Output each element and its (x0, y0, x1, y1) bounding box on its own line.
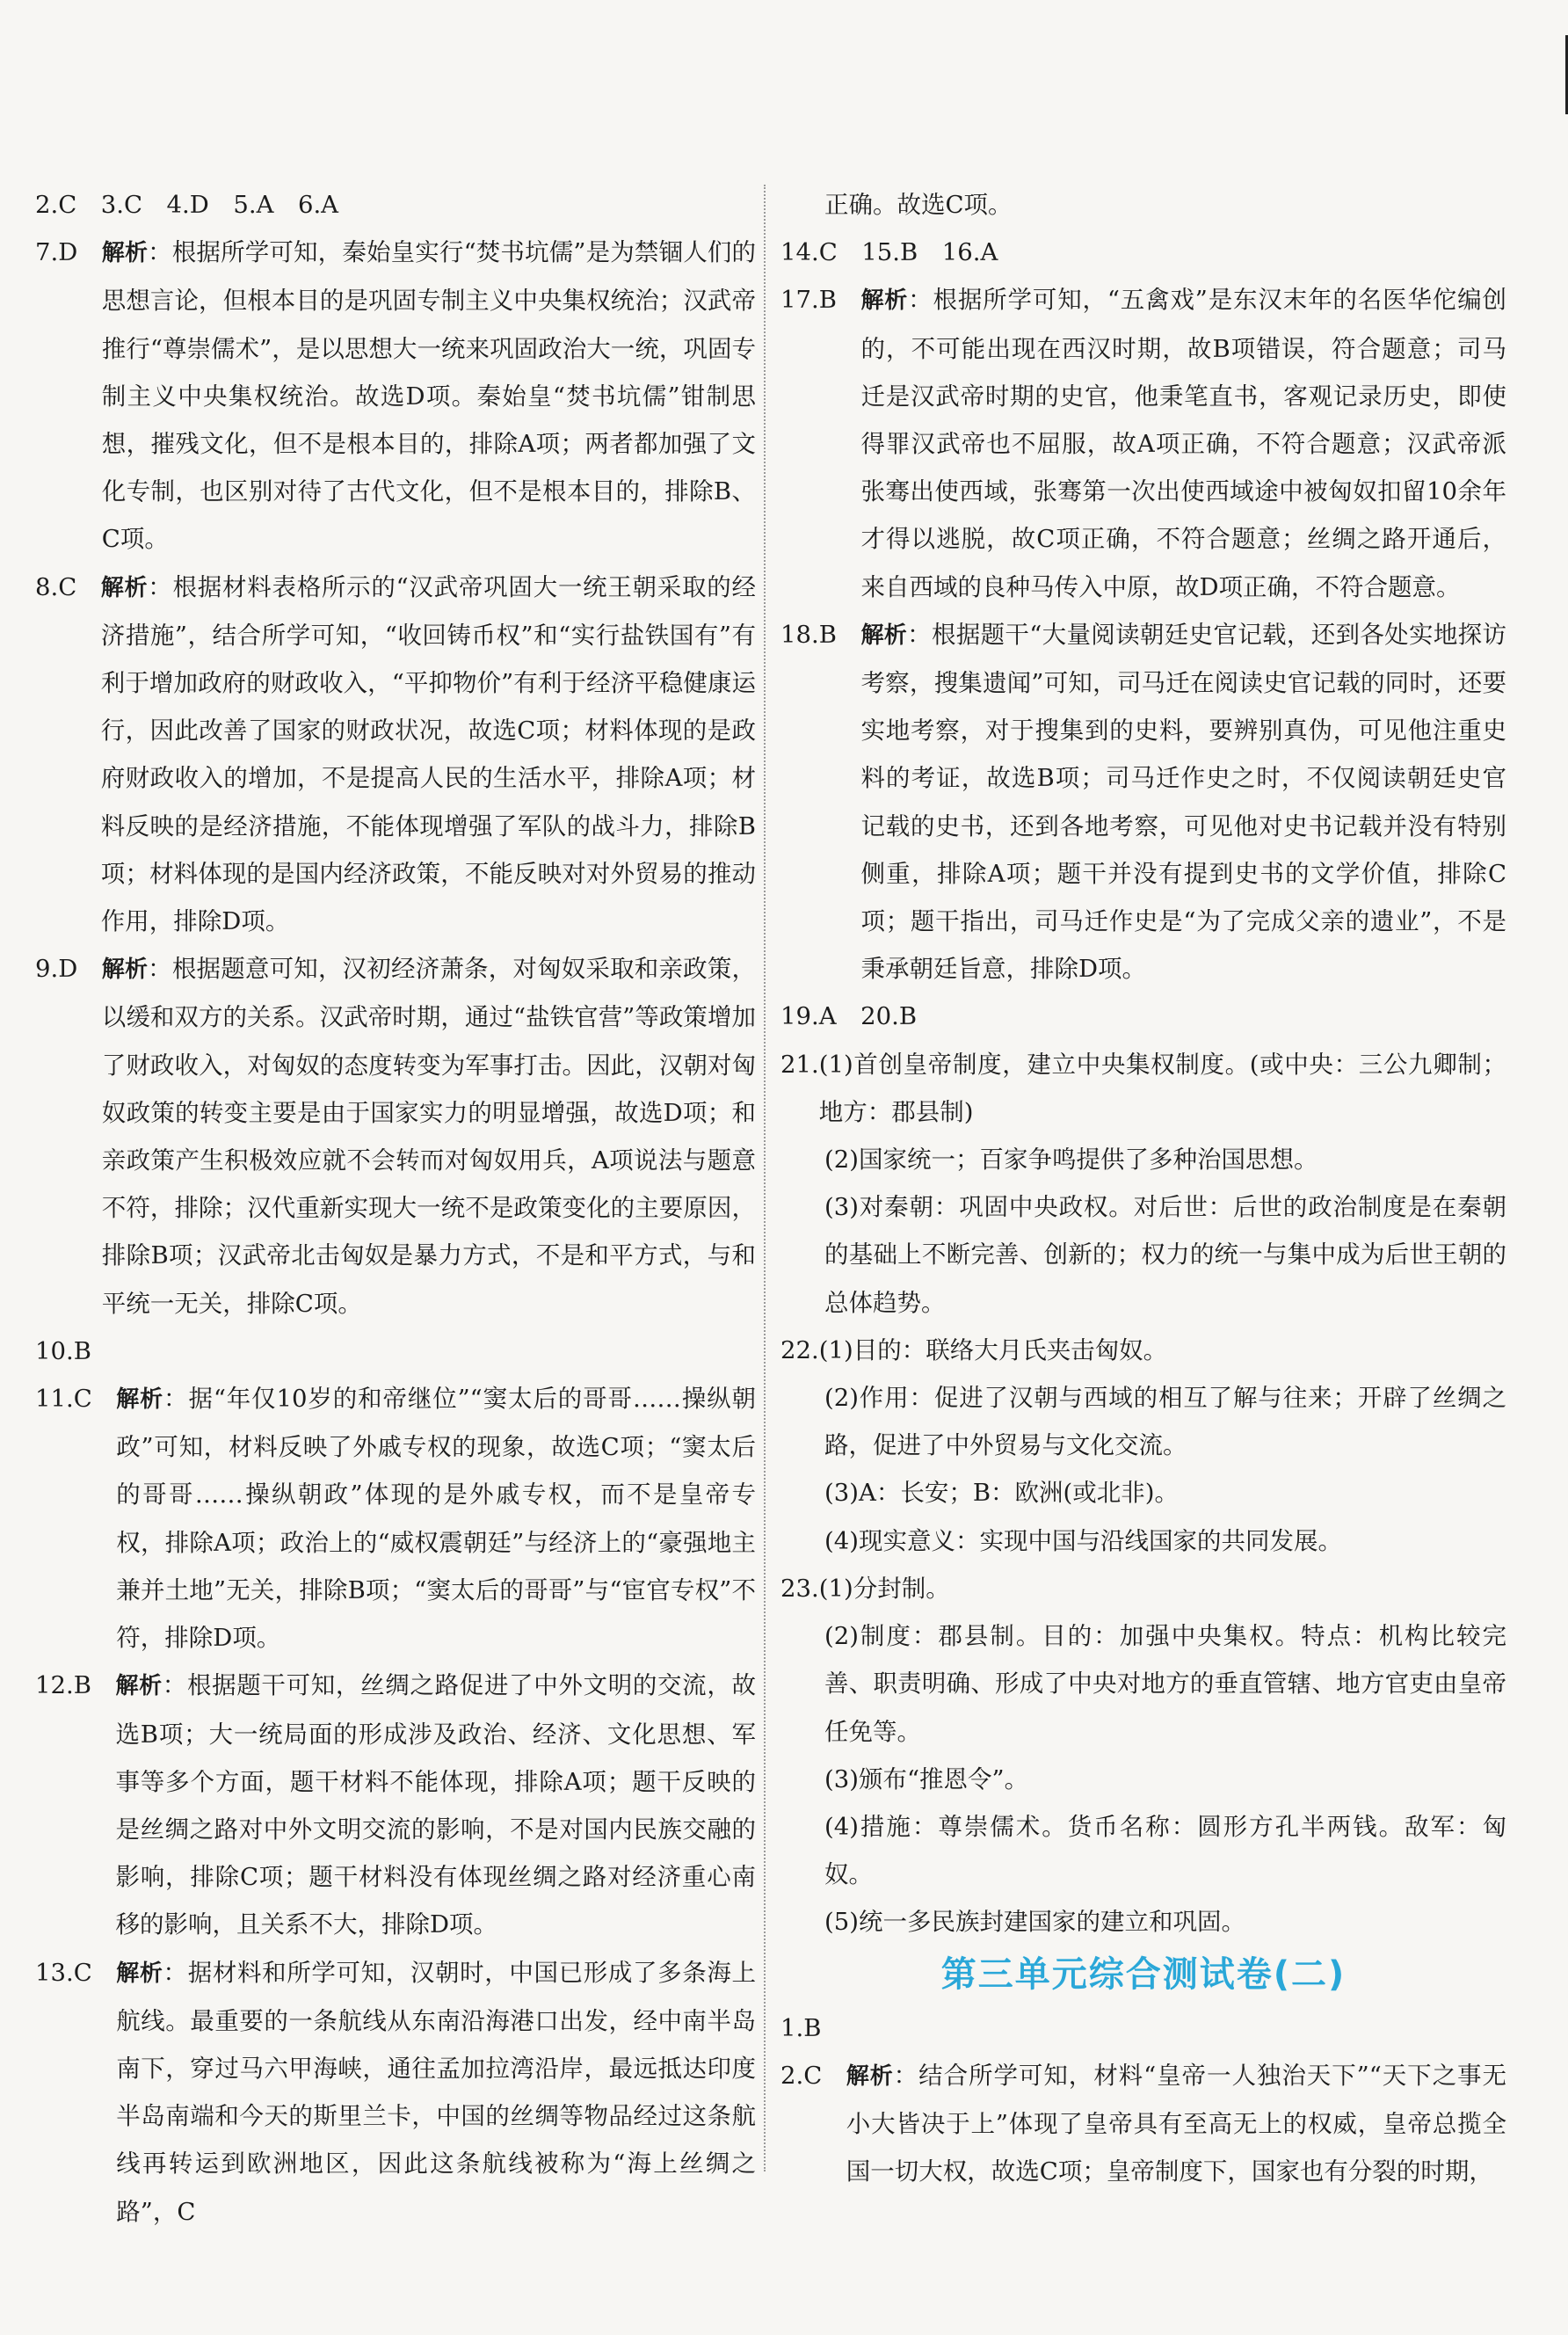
answer-13-continued: 正确。故选C项。 (824, 191, 1013, 219)
answer-22-part-4: (4)现实意义：实现中国与沿线国家的共同发展。 (824, 1526, 1342, 1555)
answer-18: 18.B 解析：根据题干“大量阅读朝廷史官记载，还到各处实地探访考察，搜集遗闻”可知，司马迁在阅读史官记载的同时，还要实地考察，对于搜集到的史料，要辨别真伪，可见他注重史料的考证，故选B项；司马迁作史之时，不仅阅读朝廷史官记载的史书，还到各地考察，可见他对史书记载并没有特别侧重，排除A项；题干并没有提到史书的文学价值，排除C项；题干指出，司马迁作史是“为了完成父亲的遗业”，不是秉承朝廷旨意，排除D项。 (780, 611, 1506, 993)
answer-23-part-5: (5)统一多民族封建国家的建立和巩固。 (824, 1908, 1245, 1937)
answer-12: 12.B 解析：根据题干可知，丝绸之路促进了中外文明的交流，故选B项；大一统局面的形成涉及政治、经济、文化思想、军事等多个方面，题干材料不能体现，排除A项；题干反映的是丝绸之路对中外文明交流的影响，不是对国内民族交融的影响，排除C项；题干材料没有体现丝绸之路对经济重心南移的影响，且关系不大，排除D项。 (35, 1662, 756, 1948)
answer-8: 8.C 解析：根据材料表格所示的“汉武帝巩固大一统王朝采取的经济措施”，结合所学可知，“收回铸币权”和“实行盐铁国有”有利于增加政府的财政收入，“平抑物价”有利于经济平稳健康运行，因此改善了国家的财政状况，故选C项；材料体现的是政府财政收入的增加，不是提高人民的生活水平，排除A项；材料反映的是经济措施，不能体现增强了军队的战斗力，排除B项；材料体现的是国内经济政策，不能反映对对外贸易的推动作用，排除D项。 (35, 564, 756, 946)
left-column (35, 181, 756, 2236)
answer-13: 13.C 解析：据材料和所学可知，汉朝时，中国已形成了多条海上航线。最重要的一条航线从东南沿海港口出发，经中南半岛南下，穿过马六甲海峡，通往孟加拉湾沿岸，最远抵达印度半岛南端和今天的斯里兰卡，中国的丝绸等物品经过这条航线再转运到欧洲地区，因此这条航线被称为“海上丝绸之路”，C (35, 1949, 756, 2236)
section-answer-1: 1.B (780, 2013, 822, 2042)
answer-22 (780, 1327, 1506, 1374)
answer-21-part-2: (2)国家统一；百家争鸣提供了多种治国思想。 (824, 1146, 1318, 1175)
answer-23-part-2: (2)制度：郡县制。目的：加强中央集权。特点：机构比较完善、职责明确、形成了中央对地方的垂直管辖、地方官吏由皇帝任免等。 (824, 1622, 1506, 1746)
analysis-label: 解析 (116, 1386, 164, 1414)
column-divider (764, 185, 766, 2171)
section-answer-2: 2.C 解析：结合所学可知，材料“皇帝一人独治天下”“天下之事无小大皆决于上”体现了皇帝具有至高无上的权威，皇帝总揽全国一切大权，故选C项；皇帝制度下，国家也有分裂的时期， (780, 2052, 1506, 2196)
analysis-label: 解析 (115, 1673, 163, 1700)
analysis-text: 据材料和所学可知，汉朝时，中国已形成了多条海上航线。最重要的一条航线从东南沿海港口出发，经中南半岛南下，穿过马六甲海峡，通往孟加拉湾沿岸，最远抵达印度半岛南端和今天的斯里兰卡，中国的丝绸等物品经过这条航线再转运到欧洲地区，因此这条航线被称为“海上丝绸之路”，C (116, 1958, 757, 2226)
answer-number: 11.C (35, 1385, 117, 1414)
analysis-label: 解析 (860, 287, 909, 315)
analysis-text: 根据所学可知，“五禽戏”是东汉末年的名医华佗编创的，不可能出现在西汉时期，故B项错误，符合题意；司马迁是汉武帝时期的史官，他秉笔直书，客观记录历史，即使得罪汉武帝也不屈服，故A项正确，不符合题意；汉武帝派张骞出使西域，张骞第一次出使西域途中被匈奴扣留10余年才得以逃脱，故C项正确，不符合题意；丝绸之路开通后，来自西域的良种马传入中原，故D项正确，不符合题意。 (860, 286, 1506, 601)
answer-number: 22. (780, 1335, 819, 1364)
analysis-text: 根据材料表格所示的“汉武帝巩固大一统王朝采取的经济措施”，结合所学可知，“收回铸币权”和“实行盐铁国有”有利于增加政府的财政收入，“平抑物价”有利于经济平稳健康运行，因此改善了国家的财政状况，故选C项；材料体现的是政府财政收入的增加，不是提高人民的生活水平，排除A项；材料反映的是经济措施，不能体现增强了军队的战斗力，排除B项；材料体现的是国内经济政策，不能反映对对外贸易的推动作用，排除D项。 (100, 572, 757, 936)
answer-22-part-2: (2)作用：促进了汉朝与西域的相互了解与往来；开辟了丝绸之路，促进了中外贸易与文化交流。 (824, 1384, 1506, 1460)
answer-number: 12.B (35, 1671, 116, 1700)
analysis-label: 解析 (101, 957, 149, 984)
analysis-label: 解析 (101, 240, 149, 267)
answer-number: 7.D (35, 238, 102, 267)
analysis-label: 解析 (860, 622, 908, 649)
section-title: 第三单元综合测试卷(二) (940, 1953, 1347, 1995)
answer-number: 9.D (35, 955, 102, 984)
answer-23 (780, 1565, 1506, 1612)
analysis-label: 解析 (100, 574, 149, 601)
analysis-text: 根据题意可知，汉初经济萧条，对匈奴采取和亲政策，以缓和双方的关系。汉武帝时期，通过“盐铁官营”等政策增加了财政收入，对匈奴的态度转变为军事打击。因此，汉朝对匈奴政策的转变主要是由于国家实力的明显增强，故选D项；和亲政策产生积极效应就不会转而对匈奴用兵，A项说法与题意不符，排除；汉代重新实现大一统不是政策变化的主要原因，排除B项；汉武帝北击匈奴是暴力方式，不是和平方式，与和平统一无关，排除C项。 (101, 955, 757, 1318)
answer-number: 21. (780, 1050, 819, 1079)
answer-number: 13.C (35, 1958, 117, 1987)
answer-line-14-16: 14.C 15.B 16.A (780, 238, 998, 267)
answer-11: 11.C 解析：据“年仅10岁的和帝继位”“窦太后的哥哥……操纵朝政”可知，材料反映了外戚专权的现象，故选C项；“窦太后的哥哥……操纵朝政”体现的是外戚专权，而不是皇帝专权，排除A项；政治上的“威权震朝廷”与经济上的“豪强地主兼并土地”无关，排除B项；“窦太后的哥哥”与“宦官专权”不符，排除D项。 (35, 1375, 756, 1662)
analysis-label: 解析 (846, 2062, 894, 2090)
answer-21 (780, 1041, 1506, 1136)
answer-21-part-3: (3)对秦朝：巩固中央政权。对后世：后世的政治制度是在秦朝的基础上不断完善、创新的；权力的统一与集中成为后世王朝的总体趋势。 (824, 1193, 1506, 1317)
answer-line-19-20: 19.A 20.B (780, 1002, 918, 1031)
answer-number: 17.B (780, 286, 861, 315)
answer-7: 7.D 解析：根据所学可知，秦始皇实行“焚书坑儒”是为禁锢人们的思想言论，但根本目的是巩固专制主义中央集权统治；汉武帝推行“尊崇儒术”，是以思想大一统来巩固政治大一统，巩固专制主义中央集权统治。故选D项。秦始皇“焚书坑儒”钳制思想，摧残文化，但不是根本目的，排除A项；两者都加强了文化专制，也区别对待了古代文化，但不是根本目的，排除B、C项。 (35, 229, 756, 563)
answer-22-part-1: (1)目的：联络大月氏夹击匈奴。 (818, 1335, 1168, 1364)
analysis-text: 根据题干可知，丝绸之路促进了中外文明的交流，故选B项；大一统局面的形成涉及政治、经济、文化思想、军事等多个方面，题干材料不能体现，排除A项；题干反映的是丝绸之路对中外文明交流的影响，不是对国内民族交融的影响，排除C项；题干材料没有体现丝绸之路对经济重心南移的影响，且关系不大，排除D项。 (115, 1671, 756, 1939)
analysis-label: 解析 (116, 1960, 163, 1987)
answer-9: 9.D 解析：根据题意可知，汉初经济萧条，对匈奴采取和亲政策，以缓和双方的关系。汉武帝时期，通过“盐铁官营”等政策增加了财政收入，对匈奴的态度转变为军事打击。因此，汉朝对匈奴政策的转变主要是由于国家实力的明显增强，故选D项；和亲政策产生积极效应就不会转而对匈奴用兵，A项说法与题意不符，排除；汉代重新实现大一统不是政策变化的主要原因，排除B项；汉武帝北击匈奴是暴力方式，不是和平方式，与和平统一无关，排除C项。 (35, 945, 756, 1328)
analysis-text: 结合所学可知，材料“皇帝一人独治天下”“天下之事无小大皆决于上”体现了皇帝具有至高无上的权威，皇帝总揽全国一切大权，故选C项；皇帝制度下，国家也有分裂的时期， (846, 2061, 1506, 2186)
right-column (780, 181, 1506, 2195)
answer-10: 10.B (35, 1336, 91, 1365)
analysis-text: 根据题干“大量阅读朝廷史官记载，还到各处实地探访考察，搜集遗闻”可知，司马迁在阅读史官记载的同时，还要实地考察，对于搜集到的史料，要辨别真伪，可见他注重史料的考证，故选B项；司马迁作史之时，不仅阅读朝廷史官记载的史书，还到各地考察，可见他对史书记载并没有特别侧重，排除A项；题干并没有提到史书的文学价值，排除C项；题干指出，司马迁作史是“为了完成父亲的遗业”，不是秉承朝廷旨意，排除D项。 (860, 620, 1506, 984)
answer-number: 23. (780, 1574, 819, 1603)
answer-number: 8.C (35, 572, 101, 601)
answer-17: 17.B 解析：根据所学可知，“五禽戏”是东汉末年的名医华佗编创的，不可能出现在西汉时期，故B项错误，符合题意；司马迁是汉武帝时期的史官，他秉笔直书，客观记录历史，即使得罪汉武帝也不屈服，故A项正确，不符合题意；汉武帝派张骞出使西域，张骞第一次出使西域途中被匈奴扣留10余年才得以逃脱，故C项正确，不符合题意；丝绸之路开通后，来自西域的良种马传入中原，故D项正确，不符合题意。 (780, 276, 1506, 610)
analysis-text: 据“年仅10岁的和帝继位”“窦太后的哥哥……操纵朝政”可知，材料反映了外戚专权的现象，故选C项；“窦太后的哥哥……操纵朝政”体现的是外戚专权，而不是皇帝专权，排除A项；政治上的“威权震朝廷”与经济上的“豪强地主兼并土地”无关，排除B项；“窦太后的哥哥”与“宦官专权”不符，排除D项。 (116, 1385, 757, 1653)
answer-number: 2.C (780, 2061, 846, 2090)
answer-23-part-3: (3)颁布“推恩令”。 (824, 1764, 1029, 1793)
answer-line-2-6: 2.C 3.C 4.D 5.A 6.A (35, 191, 339, 219)
answer-22-part-3: (3)A：长安；B：欧洲(或北非)。 (824, 1479, 1179, 1508)
answer-23-part-1: (1)分封制。 (818, 1574, 950, 1603)
answer-23-part-4: (4)措施：尊崇儒术。货币名称：圆形方孔半两钱。敌军：匈奴。 (824, 1812, 1506, 1889)
answer-number: 18.B (780, 620, 861, 649)
analysis-text: 根据所学可知，秦始皇实行“焚书坑儒”是为禁锢人们的思想言论，但根本目的是巩固专制主义中央集权统治；汉武帝推行“尊崇儒术”，是以思想大一统来巩固政治大一统，巩固专制主义中央集权统治。故选D项。秦始皇“焚书坑儒”钳制思想，摧残文化，但不是根本目的，排除A项；两者都加强了文化专制，也区别对待了古代文化，但不是根本目的，排除B、C项。 (101, 238, 756, 554)
answer-21-part-1: (1)首创皇帝制度，建立中央集权制度。(或中央：三公九卿制；地方：郡县制) (818, 1050, 1506, 1126)
